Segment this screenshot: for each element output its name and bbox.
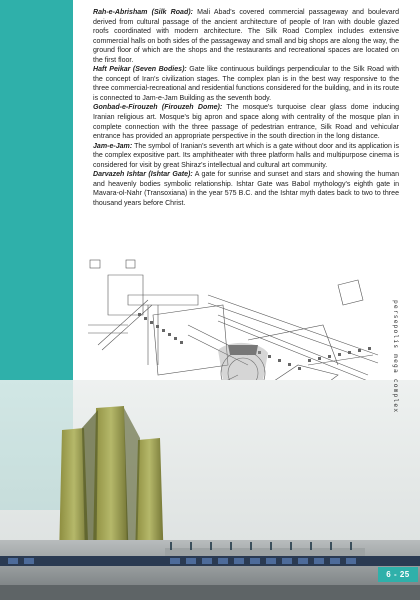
sidebar-title-text: persepolis mega complex	[392, 300, 399, 414]
section-silk-road	[93, 8, 399, 65]
section-heading: Haft Peikar (Seven Bodies):	[93, 66, 187, 74]
architectural-render	[0, 380, 420, 600]
section-heading: Rah-e-Abrisham (Silk Road):	[93, 9, 193, 16]
section-body: Gate like continuous buildings perpendicular to the Silk Road with the concept of Iran's civilization stages. The complex plan is in the best way responsive to the three commercial-recreational and residential functions considered for the building, and in its route is connected to Jam-e-Jam Building as the seventh body.	[93, 66, 399, 102]
sidebar-title	[389, 300, 401, 450]
section-body: The mosque's turquoise clear glass dome inducing Iranian religious art. Mosque's big apron and space along with centrality of the mosque plan in complete connection with the three passage of pedestrian entrance, Silk Road and vehicular entrance has provided an appropriate perspective in the south direction in the long distance.	[93, 104, 399, 141]
section-ishtar-gate	[93, 170, 399, 208]
section-body: A gate for sunrise and sunset and stars and showing the human and heavenly bodies symbolic relationship. Ishtar Gate was Babol mythology's eighth gate in Mavara-ol-Nahr (Transoxiana) in the year 575 B.C. and the Ishtar myth dates back to two to three thousand years before Christ.	[93, 171, 400, 207]
section-jam-e-jam	[93, 142, 399, 171]
section-firouzeh-dome	[93, 103, 399, 141]
section-body: Mali Abad's covered commercial passageway and boulevard derived from cultural passage of the ancient architecture of people of Iran with double glazed roofs coordinated with modern architecture. The Silk Road Complex includes extensive commercial halls on both sides of the passageway and small and big shops are along the way, the ground floor of which are the shops and the restaurants and recreational spaces are located on the first floor.	[93, 9, 399, 64]
page-number-badge: 6 - 25	[378, 567, 418, 582]
section-heading: Darvazeh Ishtar (Ishtar Gate):	[93, 171, 193, 179]
section-heading: Jam-e-Jam:	[93, 142, 133, 150]
section-heading: Gonbad-e-Firouzeh (Firouzeh Dome):	[93, 104, 223, 112]
teal-accent-bar	[0, 0, 73, 380]
section-body: The symbol of Iranian's seventh art which is a gate without door and its application is the complex expositive part. Its amphitheater with three platform halls and multipurpose cinema is considered for visit by great Shiraz's intellectual and cultural art community.	[93, 142, 399, 169]
article-text	[93, 8, 399, 208]
section-haft-peikar	[93, 65, 399, 103]
